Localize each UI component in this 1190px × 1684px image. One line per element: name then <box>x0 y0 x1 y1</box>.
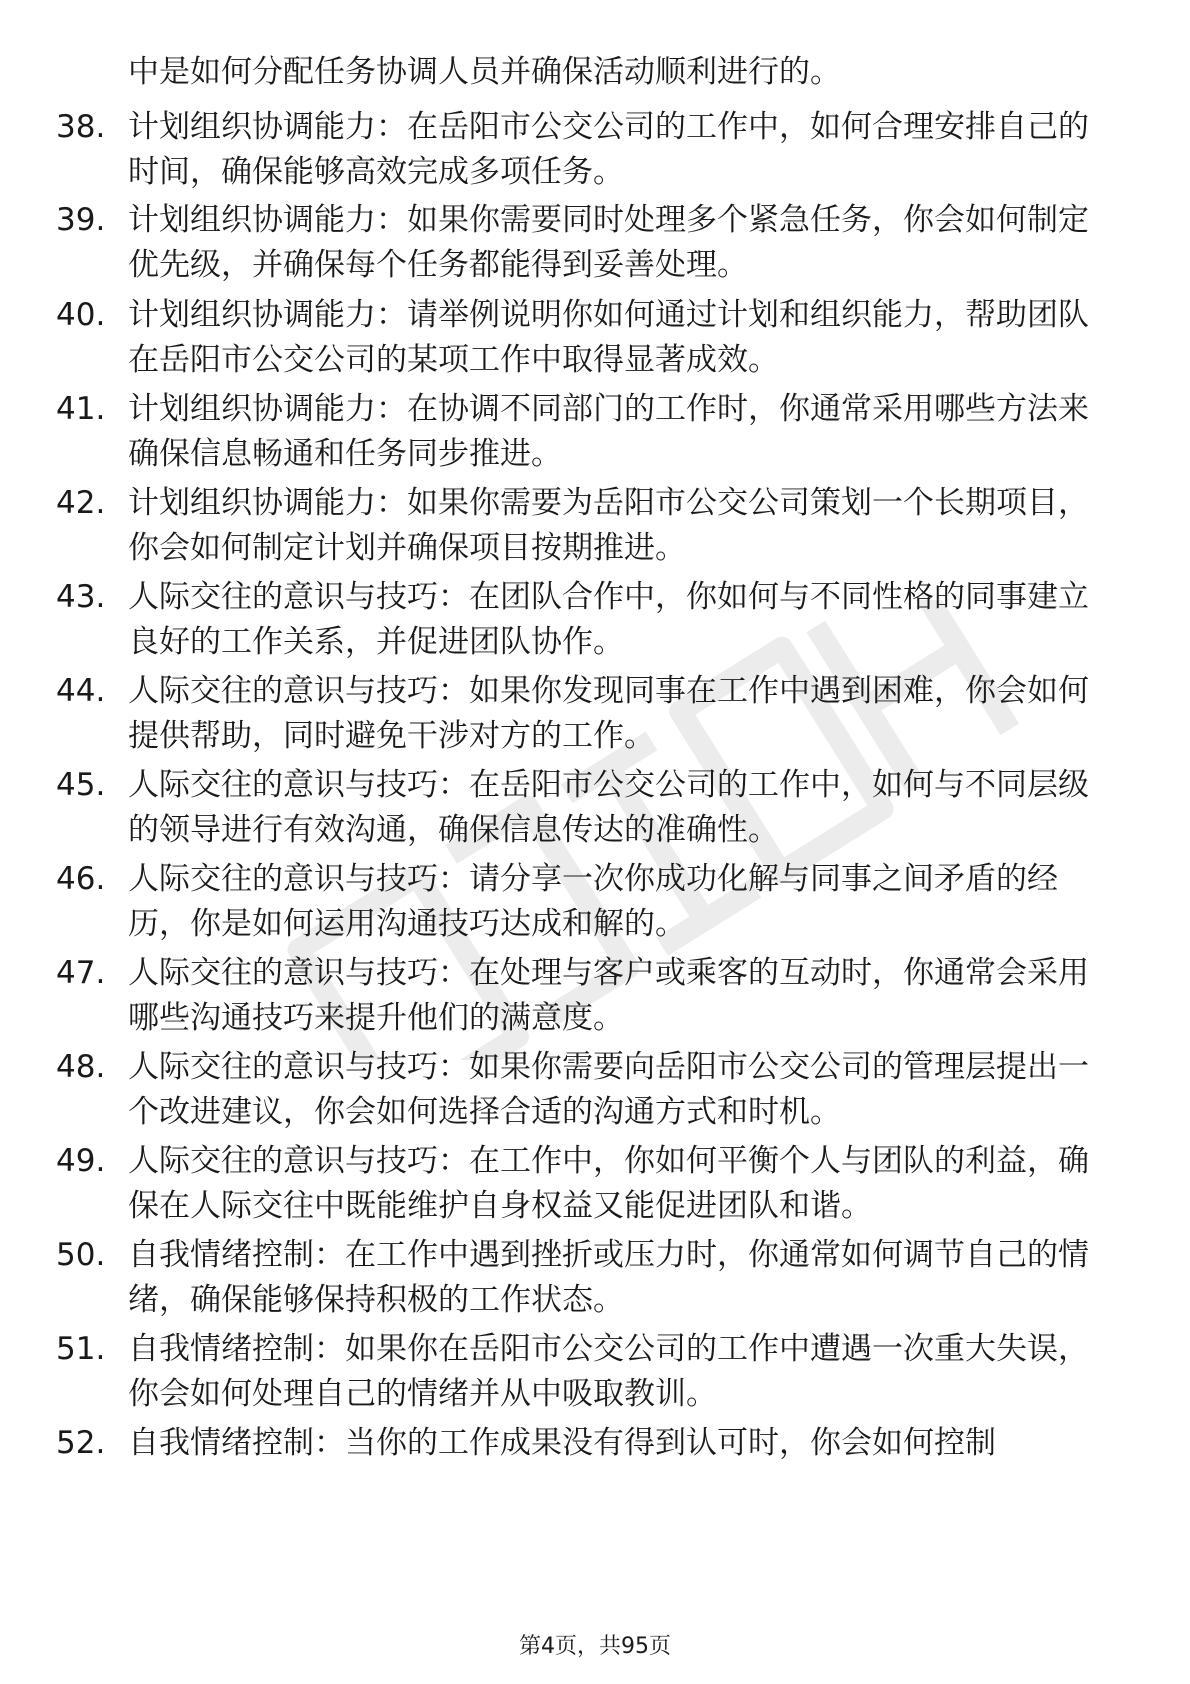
question-number: 50. <box>56 1237 106 1273</box>
question-number: 44. <box>56 673 106 709</box>
list-item <box>56 481 1116 573</box>
question-number: 51. <box>56 1331 106 1367</box>
question-number: 42. <box>56 485 106 521</box>
list-item <box>56 198 1116 290</box>
question-text: 人际交往的意识与技巧：如果你发现同事在工作中遇到困难，你会如何提供帮助，同时避免干涉对方的工作。 <box>128 673 1089 754</box>
list-item <box>56 1327 1116 1419</box>
question-text: 自我情绪控制：当你的工作成果没有得到认可时，你会如何控制 <box>128 1425 996 1461</box>
question-text: 人际交往的意识与技巧：如果你需要向岳阳市公交公司的管理层提出一个改进建议，你会如何选择合适的沟通方式和时机。 <box>128 1049 1089 1130</box>
list-item <box>56 1139 1116 1231</box>
question-number: 47. <box>56 955 106 991</box>
question-text: 计划组织协调能力：请举例说明你如何通过计划和组织能力，帮助团队在岳阳市公交公司的某项工作中取得显著成效。 <box>128 297 1089 378</box>
question-number: 38. <box>56 109 106 145</box>
list-item <box>56 293 1116 385</box>
question-text: 人际交往的意识与技巧：在处理与客户或乘客的互动时，你通常会采用哪些沟通技巧来提升他们的满意度。 <box>128 955 1089 1036</box>
question-text: 人际交往的意识与技巧：在岳阳市公交公司的工作中，如何与不同层级的领导进行有效沟通，确保信息传达的准确性。 <box>128 767 1089 848</box>
question-text: 计划组织协调能力：在岳阳市公交公司的工作中，如何合理安排自己的时间，确保能够高效完成多项任务。 <box>128 109 1089 190</box>
question-number: 45. <box>56 767 106 803</box>
list-item <box>56 1233 1116 1325</box>
question-text: 人际交往的意识与技巧：在团队合作中，你如何与不同性格的同事建立良好的工作关系，并促进团队协作。 <box>128 579 1089 660</box>
question-text: 计划组织协调能力：如果你需要同时处理多个紧急任务，你会如何制定优先级，并确保每个任务都能得到妥善处理。 <box>128 202 1089 283</box>
question-number: 49. <box>56 1143 106 1179</box>
question-number: 46. <box>56 861 106 897</box>
continued-question-text: 中是如何分配任务协调人员并确保活动顺利进行的。 <box>128 54 841 90</box>
question-number: 41. <box>56 391 106 427</box>
list-item <box>56 669 1116 761</box>
question-text: 计划组织协调能力：如果你需要为岳阳市公交公司策划一个长期项目，你会如何制定计划并确保项目按期推进。 <box>128 485 1089 566</box>
list-item <box>56 575 1116 667</box>
question-text: 人际交往的意识与技巧：在工作中，你如何平衡个人与团队的利益，确保在人际交往中既能维护自身权益又能促进团队和谐。 <box>128 1143 1089 1224</box>
question-text: 自我情绪控制：在工作中遇到挫折或压力时，你通常如何调节自己的情绪，确保能够保持积极的工作状态。 <box>128 1237 1089 1318</box>
question-text: 计划组织协调能力：在协调不同部门的工作时，你通常采用哪些方法来确保信息畅通和任务同步推进。 <box>128 391 1089 472</box>
list-item <box>56 105 1116 197</box>
list-item <box>56 763 1116 855</box>
list-item <box>56 1045 1116 1137</box>
question-number: 39. <box>56 202 106 238</box>
question-number: 43. <box>56 579 106 615</box>
list-item <box>56 857 1116 949</box>
list-item <box>56 387 1116 479</box>
question-text: 人际交往的意识与技巧：请分享一次你成功化解与同事之间矛盾的经历，你是如何运用沟通技巧达成和解的。 <box>128 861 1058 942</box>
page-number-footer: 第4页，共95页 <box>519 1634 671 1659</box>
question-text: 自我情绪控制：如果你在岳阳市公交公司的工作中遭遇一次重大失误，你会如何处理自己的情绪并从中吸取教训。 <box>128 1331 1089 1412</box>
question-number: 52. <box>56 1425 106 1461</box>
question-number: 40. <box>56 297 106 333</box>
question-number: 48. <box>56 1049 106 1085</box>
list-item <box>56 951 1116 1043</box>
list-item <box>56 1421 1116 1471</box>
